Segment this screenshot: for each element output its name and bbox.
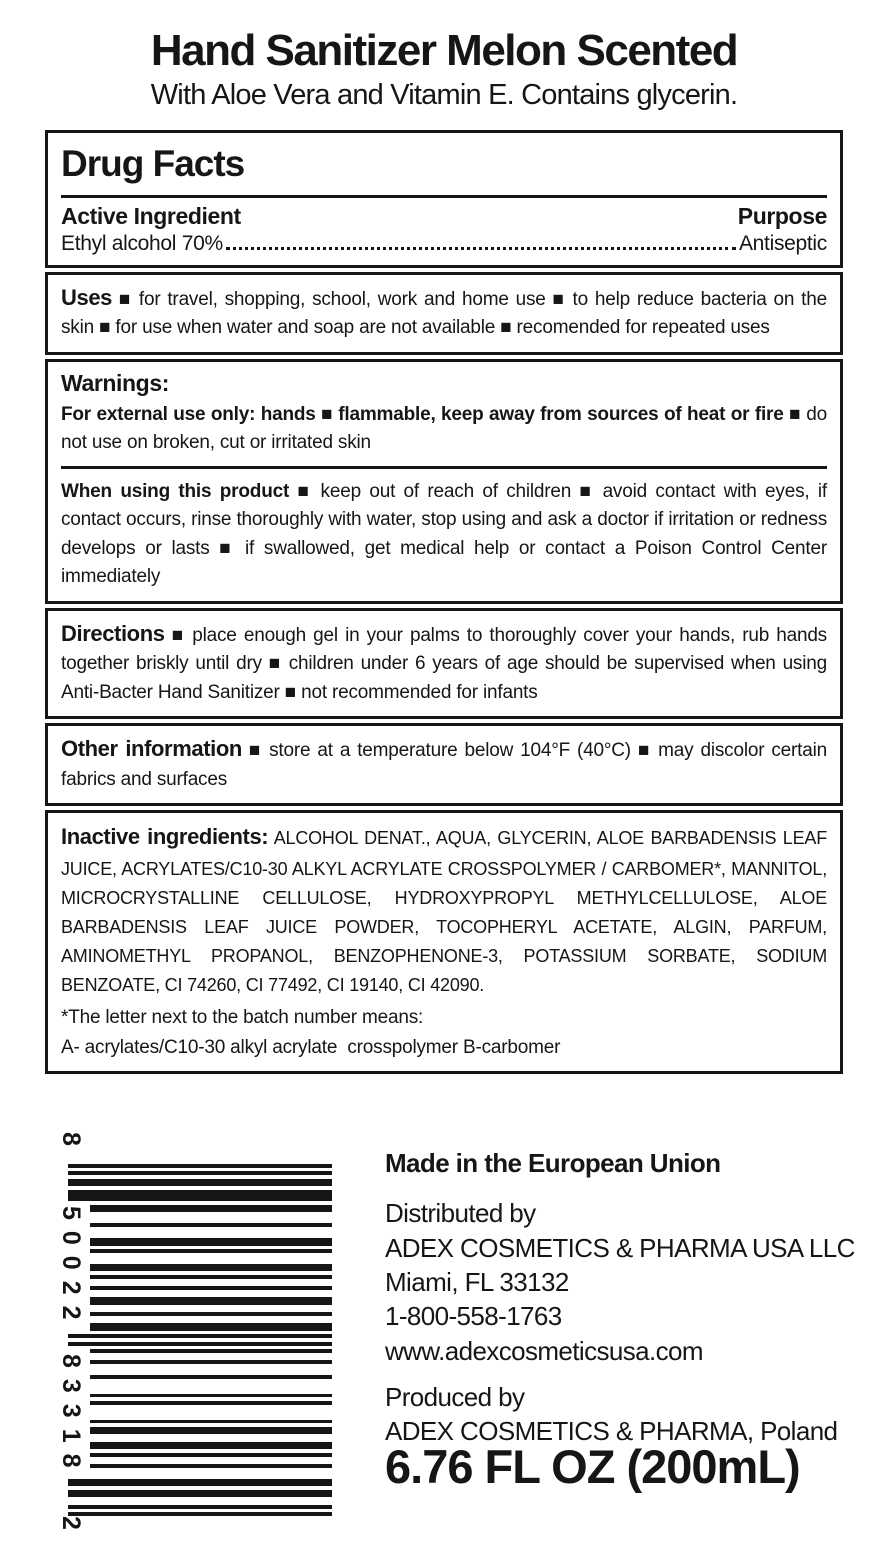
barcode-bar (90, 1464, 332, 1468)
barcode-bar (90, 1442, 332, 1449)
active-ingredient-header-row (61, 203, 827, 230)
barcode-bar (68, 1179, 332, 1186)
section-other-information (45, 723, 843, 806)
section-directions (45, 608, 843, 720)
distributor-name: ADEX COSMETICS & PHARMA USA LLC (385, 1232, 855, 1263)
other-information-body: ■ store at a temperature below 104°F (40°C) ■ may discolor certain fabrics and surfaces (61, 740, 827, 790)
active-ingredient-name: Ethyl alcohol 70% (61, 231, 223, 255)
title-rule (61, 195, 827, 198)
warnings-when-using-paragraph (61, 478, 827, 592)
when-using-rest: ■ keep out of reach of children ■ avoid contact with eyes, if contact occurs, rinse thoroughly with water, stop using and ask a doctor if irritation or redness develops or lasts ■ if swallowed, get medical help or contact a Poison Control Center immediately (61, 480, 827, 588)
drug-facts-panel (45, 130, 843, 1074)
product-title: Hand Sanitizer Melon Scented (150, 26, 738, 75)
directions-heading: Directions (61, 620, 165, 646)
barcode-bar (90, 1286, 332, 1290)
section-uses (45, 272, 843, 355)
barcode-bar (90, 1312, 332, 1316)
inactive-ingredients-paragraph (61, 819, 827, 1000)
distributor-city: Miami, FL 33132 (385, 1266, 569, 1297)
section-active-ingredient (45, 130, 843, 268)
barcode-digit-check: 2 (57, 1516, 85, 1541)
barcode-bar (68, 1171, 332, 1175)
section-warnings (45, 359, 843, 604)
produced-by-label: Produced by (385, 1381, 525, 1412)
barcode-bar (68, 1490, 332, 1497)
barcode-bar (68, 1190, 332, 1201)
phone-number: 1-800-558-1763 (385, 1301, 562, 1332)
made-in-text: Made in the European Union (385, 1148, 721, 1178)
barcode-digits-right: 83318 (57, 1354, 85, 1479)
inactive-ingredients-heading: Inactive ingredients: (61, 824, 269, 850)
upc-barcode (57, 1132, 332, 1541)
batch-footnote-line1: *The letter next to the batch number means: (61, 1006, 424, 1028)
barcode-bar (90, 1349, 332, 1353)
barcode-bar (68, 1334, 332, 1338)
active-ingredient-purpose: Antiseptic (738, 231, 827, 255)
purpose-heading: Purpose (737, 202, 827, 229)
website-url: www.adexcosmeticsusa.com (385, 1335, 703, 1366)
warnings-external-rest: do not use on broken, cut or irritated skin (61, 403, 827, 454)
barcode-bar (90, 1360, 332, 1364)
directions-body: ■ place enough gel in your palms to thoroughly cover your hands, rub hands together briskly until dry ■ children under 6 years of age should be supervised when using Anti-Bacter Hand Sanitizer ■ not recommended for infants (61, 624, 827, 703)
other-information-heading: Other information (61, 736, 242, 762)
distributed-by-label: Distributed by (385, 1198, 536, 1229)
barcode-bar (68, 1505, 332, 1509)
dotted-leader (226, 247, 736, 250)
section-inactive-ingredients (45, 810, 843, 1074)
barcode-bar (90, 1420, 332, 1424)
barcode-bar (90, 1249, 332, 1253)
warnings-external-bold: For external use only: hands ■ flammable, keep away from sources of heat or fire ■ (61, 403, 801, 425)
barcode-bar (68, 1342, 332, 1346)
barcode-bar (90, 1275, 332, 1279)
barcode-bar (90, 1401, 332, 1405)
other-information-paragraph (61, 732, 827, 794)
producer-name: ADEX COSMETICS & PHARMA, Poland (385, 1416, 838, 1447)
barcode-bar (90, 1394, 332, 1398)
barcode-digits-left: 50022 (57, 1206, 85, 1331)
warnings-divider (61, 466, 827, 469)
batch-footnote-line2: A- acrylates/C10-30 alkyl acrylate crosspolymer B-carbomer (61, 1037, 561, 1059)
barcode-bar (68, 1512, 332, 1516)
inactive-ingredients-body: ALCOHOL DENAT., AQUA, GLYCERIN, ALOE BARBADENSIS LEAF JUICE, ACRYLATES/C10-30 ALKYL ACRYLATE CROSSPOLYMER / CARBOMER*, MANNITOL, MICROCRYSTALLINE CELLULOSE, HYDROXYPROPYL METHYLCELLULOSE, ALOE BARBADENSIS LEAF JUICE POWDER, TOCOPHERYL ACETATE, ALGIN, PARFUM, AMINOMETHYL PROPANOL, BENZOPHENONE-3, POTASSIUM SORBATE, SODIUM BENZOATE, CI 74260, CI 77492, CI 19140, CI 42090. (61, 828, 827, 996)
distribution-block (385, 1146, 855, 1449)
barcode-bar (90, 1205, 332, 1212)
uses-paragraph (61, 281, 827, 343)
barcode-bar (90, 1427, 332, 1434)
barcode-bar (90, 1238, 332, 1245)
barcode-bar (68, 1164, 332, 1168)
directions-paragraph (61, 617, 827, 708)
barcode-bar (68, 1479, 332, 1486)
label-header (0, 26, 888, 112)
barcode-bar (90, 1264, 332, 1271)
drug-facts-title: Drug Facts (61, 142, 245, 184)
barcode-bar (90, 1375, 332, 1379)
product-subtitle: With Aloe Vera and Vitamin E. Contains glycerin. (150, 78, 738, 111)
active-ingredient-row (61, 232, 827, 256)
warnings-external-paragraph (61, 401, 827, 458)
when-using-bold: When using this product (61, 480, 290, 502)
net-volume: 6.76 FL OZ (200mL) (385, 1440, 800, 1493)
barcode-digit-system: 8 (57, 1132, 85, 1157)
uses-heading: Uses (61, 284, 112, 310)
warnings-heading: Warnings: (61, 369, 169, 396)
barcode-bar (90, 1453, 332, 1457)
active-ingredient-heading: Active Ingredient (61, 202, 241, 229)
barcode-bar (90, 1297, 332, 1304)
uses-body: ■ for travel, shopping, school, work and home use ■ to help reduce bacteria on the skin ■ for use when water and soap are not available ■ recomended for repeated uses (61, 288, 827, 339)
barcode-bar (90, 1223, 332, 1227)
barcode-bar (90, 1323, 332, 1330)
